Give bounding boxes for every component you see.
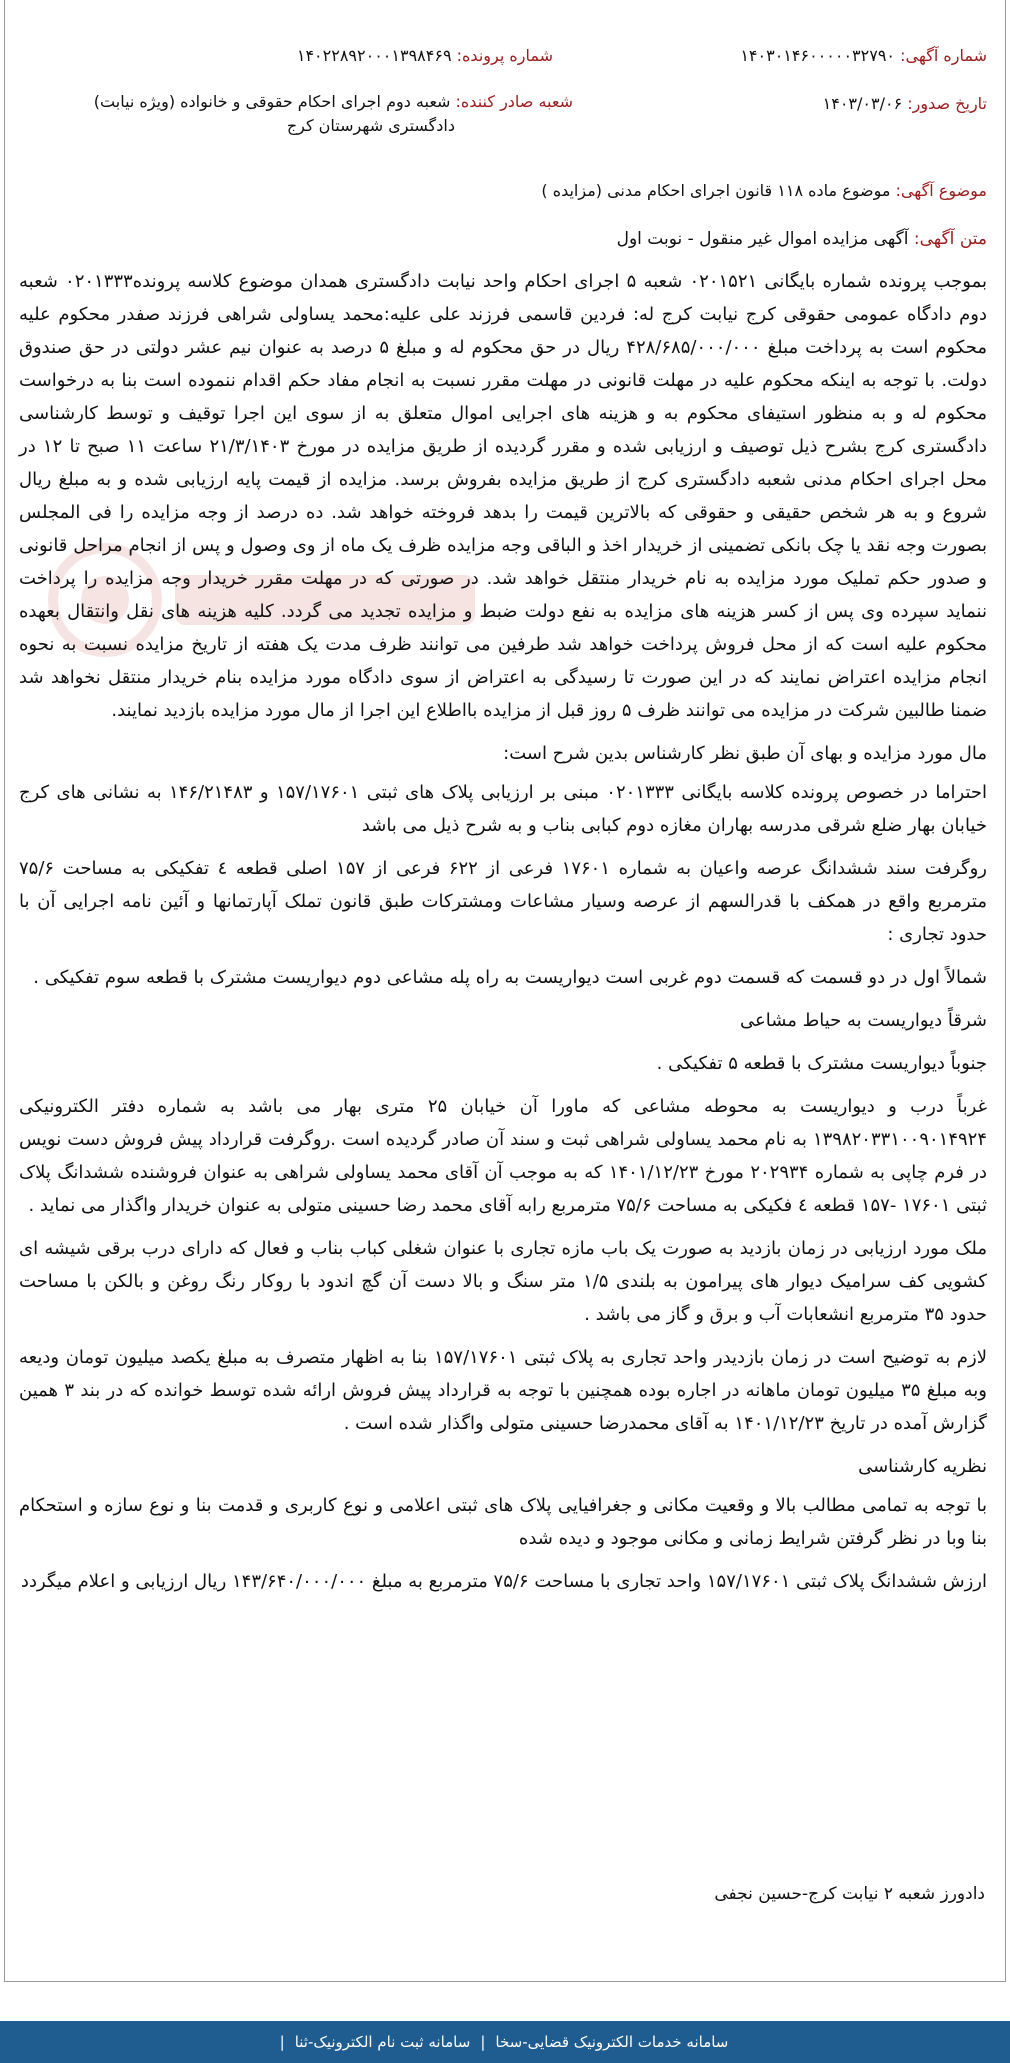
body-paragraph-west-boundary: غرباً درب و دیواریست به محوطه مشاعی که ماورا آن خیابان ۲۵ متری بهار می باشد به شماره دفتر الکترونیکی ۱۳۹۸۲۰۳۳۱۰۰۹۰۱۴۹۲۴ به نام محمد یساولی شراهی ثبت و سند آن صادر گردیده است .روگرفت قرارداد پیش فروش دست نویس در فرم چاپی به شماره ۲۰۲۹۳۴ مورخ ۱۴۰۱/۱۲/۲۳ که به موجب آن آقای محمد یساولی شراهی به عنوان فروشنده ششدانگ پلاک ثبتی ۱۷۶۰۱ -۱۵۷ قطعه ٤ فکیکی به مساحت ۷۵/۶ مترمربع رابه آقای محمد رضا حسینی متولی به عنوان خریدار واگذار می نماید . — [19, 1096, 987, 1216]
notice-body — [19, 265, 987, 1608]
footer-link-sakha[interactable]: سامانه خدمات الکترونیک قضایی-سخا — [495, 2033, 729, 2051]
subject — [541, 178, 987, 204]
ad-number-value: ۱۴۰۳۰۱۴۶۰۰۰۰۰۳۲۷۹۰ — [740, 46, 896, 65]
case-number — [297, 44, 553, 68]
body-paragraph-south-boundary: جنوباً دیواریست مشترک با قطعه ۵ تفکیکی . — [656, 1053, 987, 1074]
case-number-label: شماره پرونده: — [456, 46, 553, 65]
body-paragraph-considerations: با توجه به تمامی مطالب بالا و وقعیت مکانی و جغرافیایی پلاک های ثبتی اعلامی و نوع کاربری و قدمت بنا و نوع سازه و استحکام بنا وبا در نظر گرفتن شرایط زمانی و مکانی موجود و دیده شده — [19, 1495, 987, 1549]
body-paragraph-inspection: ملک مورد ارزیابی در زمان بازدید به صورت یک باب مازه تجاری با عنوان شغلی کباب بناب و فعال که دارای درب برقی شیشه ای کشویی کف سرامیک دیوار های پیرامون به بلندی ۱/۵ متر سنگ و بالا دست آن گچ اندود با روکار رنگ روغن و بالکن با مساحت حدود ۳۵ مترمربع انشعابات آب و برق و گاز می باشد . — [19, 1238, 987, 1325]
body-paragraph-property-intro: مال مورد مزایده و بهای آن طبق نظر کارشناس بدین شرح است: — [503, 743, 987, 764]
issuing-branch — [94, 90, 573, 138]
notice-page — [4, 0, 1006, 1982]
body-paragraph-east-boundary: شرقاً دیواریست به حیاط مشاعی — [739, 1010, 987, 1031]
body-paragraph-north-boundary: شمالاً اول در دو قسمت که قسمت دوم غربی است دیواریست به راه پله مشاعی دوم دیواریست مشترک با قطعه سوم تفکیکی . — [33, 967, 987, 988]
ad-number — [740, 44, 987, 68]
body-paragraph-main: بموجب پرونده شماره بایگانی ۰۲۰۱۵۲۱ شعبه ۵ اجرای احکام واحد نیابت دادگستری همدان موضوع کلاسه پرونده۰۲۰۱۳۳۳ شعبه دوم دادگاه عمومی حقوقی کرج نیابت کرج له: فردین قاسمی فرزند علی علیه:محمد یساولی شراهی فرزند صفدر محکوم علیه محکوم است به پرداخت مبلغ ۴۲۸/۶۸۵/۰۰۰/۰۰۰ ریال در حق محکوم له و مبلغ ۵ درصد به عنوان نیم عشر دولتی در حق صندوق دولت. با توجه به اینکه محکوم علیه در مهلت قانونی در مهلت مقرر نسبت به انجام مفاد حکم اقدام ننموده است بنا به درخواست محکوم له و به منظور استیفای محکوم به و هزینه های اجرایی اموال متعلق به از سوی این اجرا توقیف و توسط کارشناسی دادگستری کرج بشرح ذیل توصیف و ارزیابی شده و مقرر گردیده از طریق مزایده در مورخ ۲۱/۳/۱۴۰۳ ساعت ۱۱ صبح تا ۱۲ در محل اجرای احکام مدنی شعبه دادگستری کرج از طریق مزایده بفروش برسد. مزایده از قیمت پایه ارزیابی شده و به مبلغ ریال شروع و به هر شخص حقیقی و حقوقی که بالاترین قیمت را بدهد فروخته خواهد شد. ده درصد از وجه مزایده را فی المجلس بصورت وجه نقد یا چک بانکی تضمینی از خریدار اخذ و الباقی وجه مزایده ظرف یک ماه از وی وصول و پس از انجام مراحل قانونی و صدور حکم تملیک مورد مزایده به نام خریدار منتقل خواهد شد. در صورتی که در مهلت مقرر خریدار وجه مزایده را پرداخت ننماید سپرده وی پس از کسر هزینه های مزایده به نفع دولت ضبط و مزایده تجدید می گردد. کلیه هزینه های نقل وانتقال بعهده محکوم علیه است که از محل فروش پرداخت خواهد شد طرفین می توانند ظرف مدت یک هفته از تاریخ مزایده نسبت به نحوه انجام مزایده اعتراض نمایند که در این صورت تا رسیدگی به اعتراض از سوی دادگاه مورد مزایده بنام خریدار منتقل نخواهد شد ضمنا طالبین شرکت در مزایده می توانند ظرف ۵ روز قبل از مزایده بااطلاع این اجرا از مال مورد مزایده بازدید نمایند. — [19, 271, 988, 721]
footer-separator: | — [480, 2033, 486, 2051]
body-heading-expert-opinion: نظریه کارشناسی — [858, 1456, 987, 1477]
footer-link-sana[interactable]: سامانه ثبت نام الکترونیک-ثنا — [294, 2033, 471, 2051]
subject-value: موضوع ماده ۱۱۸ قانون اجرای احکام مدنی (مزایده ) — [541, 181, 891, 200]
body-paragraph-valuation: ارزش ششدانگ پلاک ثبتی ۱۵۷/۱۷۶۰۱ واحد تجاری با مساحت ۷۵/۶ مترمربع به مبلغ ۱۴۳/۶۴۰/۰۰۰/۰۰۰ ریال ارزیابی و اعلام میگردد — [20, 1571, 987, 1592]
issuing-branch-label: شعبه صادر کننده: — [455, 92, 573, 111]
text-header-label: متن آگهی: — [913, 229, 987, 249]
case-number-value: ۱۴۰۲۲۸۹۲۰۰۰۱۳۹۸۴۶۹ — [296, 46, 452, 65]
subject-label: موضوع آگهی: — [895, 181, 987, 200]
body-paragraph-deed: روگرفت سند ششدانگ عرصه واعیان به شماره ۱۷۶۰۱ فرعی از ۶۲۲ فرعی از ۱۵۷ اصلی قطعه ٤ تفکیکی به مساحت ۷۵/۶ مترمربع واقع در همکف با قدرالسهم از عرصه وسیار مشاعات ومشترکات طبق قانون تملک آپارتمانها و آئین نامه اجرایی آن با حدود تجاری : — [19, 858, 988, 945]
body-paragraph-lease: لازم به توضیح است در زمان بازدیدر واحد تجاری به پلاک ثبتی ۱۵۷/۱۷۶۰۱ بنا به اظهار متصرف به مبلغ یکصد میلیون تومان ودیعه وبه مبلغ ۳۵ میلیون تومان ماهانه در اجاره بوده همچنین با توجه به قرارداد پیش فروش ارائه شده توسط خوانده که در بند ۳ همین گزارش آمده در تاریخ ۱۴۰۱/۱۲/۲۳ به آقای محمدرضا حسینی متولی واگذار شده است . — [19, 1347, 988, 1434]
body-paragraph-expert-report: احتراما در خصوص پرونده کلاسه بایگانی ۰۲۰۱۳۳۳ مبنی بر ارزیابی پلاک های ثبتی ۱۵۷/۱۷۶۰۱ و ۱۴۶/۲۱۴۸۳ به نشانی های کرج خیابان بهار ضلع شرقی مدرسه بهاران مغازه دوم کبابی بناب و به شرح ذیل می باشد — [19, 782, 988, 836]
issue-date-value: ۱۴۰۳/۰۳/۰۶ — [822, 94, 903, 113]
issuing-branch-line1: شعبه دوم اجرای احکام حقوقی و خانواده (ویژه نیابت) — [93, 92, 451, 111]
issue-date-label: تاریخ صدور: — [907, 94, 987, 113]
text-header-value: آگهی مزایده اموال غیر منقول - نوبت اول — [616, 229, 909, 249]
footer-bar — [0, 2021, 1010, 2063]
text-header — [617, 226, 987, 252]
issue-date — [823, 92, 987, 116]
ad-number-label: شماره آگهی: — [900, 46, 987, 65]
signature: دادورز شعبه ۲ نیابت کرج-حسین نجفی — [714, 1884, 985, 1904]
footer-separator-end: | — [279, 2033, 285, 2051]
issuing-branch-line2: دادگستری شهرستان کرج — [286, 116, 455, 135]
